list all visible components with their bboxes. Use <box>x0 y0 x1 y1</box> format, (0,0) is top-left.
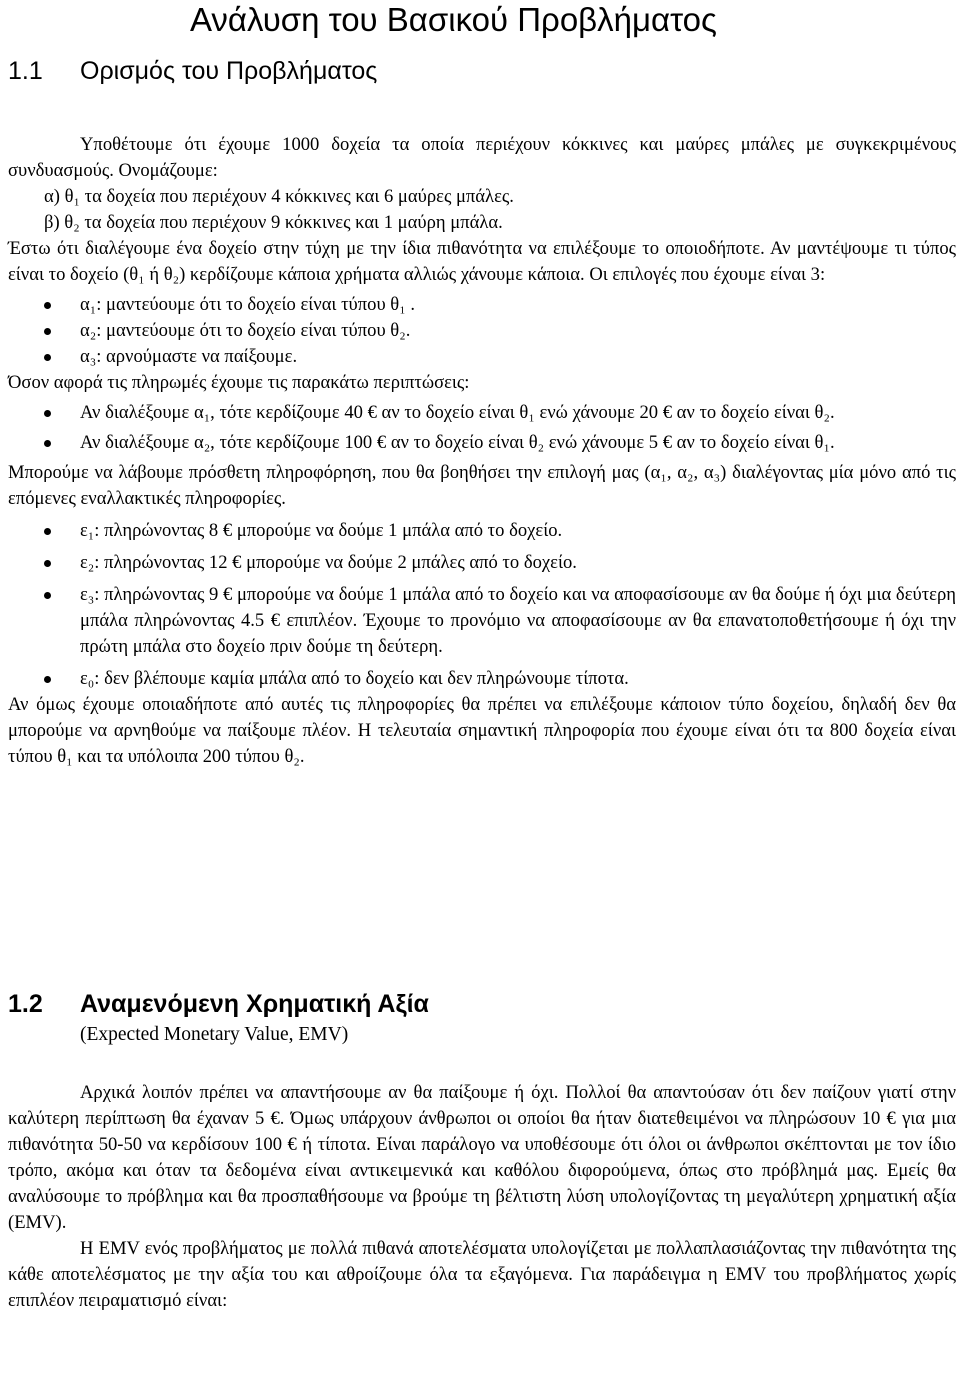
info-intro-paragraph: Μπορούμε να λάβουμε πρόσθετη πληροφόρηση, που θα βοηθήσει την επιλογή μας (α₁, α₂, α₃) διαλέγοντας μία μόνο από τις επόμενες εναλλακτικές πληροφορίες. <box>8 462 956 509</box>
payments-intro: Όσον αφορά τις πληρωμές έχουμε τις παρακάτω περιπτώσεις: <box>8 372 470 393</box>
choice-item: α₁: μαντεύουμε ότι το δοχείο είναι τύπου θ₁ . <box>80 292 956 318</box>
section-1-heading <box>8 56 377 86</box>
section-2-body <box>8 1080 956 1314</box>
emv-paragraph-2: Η EMV ενός προβλήματος με πολλά πιθανά αποτελέσματα υπολογίζεται με πολλαπλασιάζοντας την πιθανότητα της κάθε αποτελέσματος με την αξία του και αθροίζουμε όλα τα εξαγόμενα. Για παράδειγμα η EMV του προβλήματος χωρίς επιπλέον πειραματισμό είναι: <box>8 1238 956 1311</box>
payment-item: Αν διαλέξουμε α₁, τότε κερδίζουμε 40 € αν το δοχείο είναι θ₁ ενώ χάνουμε 20 € αν το δοχείο είναι θ₂. <box>80 400 956 426</box>
section-2-heading <box>8 989 429 1019</box>
type-b-line: β) θ₂ τα δοχεία που περιέχουν 9 κόκκινες και 1 μαύρη μπάλα. <box>44 212 503 233</box>
type-a-line: α) θ₁ τα δοχεία που περιέχουν 4 κόκκινες και 6 μαύρες μπάλες. <box>44 186 514 207</box>
section-number: 1.1 <box>8 57 43 85</box>
section-title: Αναμενόμενη Χρηματική Αξία <box>80 990 429 1018</box>
choice-item: α₂: μαντεύουμε ότι το δοχείο είναι τύπου θ₂. <box>80 318 956 344</box>
section-1-body <box>8 132 956 770</box>
info-option-item: ε₂: πληρώνοντας 12 € μπορούμε να δούμε 2 μπάλες από το δοχείο. <box>80 550 956 576</box>
section-2-subheading: (Expected Monetary Value, EMV) <box>80 1024 349 1045</box>
section-number: 1.2 <box>8 990 43 1018</box>
choose-paragraph: Έστω ότι διαλέγουμε ένα δοχείο στην τύχη με την ίδια πιθανότητα να επιλέξουμε το οποιοδήποτε. Αν μαντέψουμε τι τύπος είναι το δοχείο (θ₁ ή θ₂) κερδίζουμε κάποια χρήματα αλλιώς χάνουμε κάποια. Οι επιλογές που έχουμε είναι 3: <box>8 238 956 285</box>
info-option-item: ε₁: πληρώνοντας 8 € μπορούμε να δούμε 1 μπάλα από το δοχείο. <box>80 518 956 544</box>
intro-paragraph: Υποθέτουμε ότι έχουμε 1000 δοχεία τα οποία περιέχουν κόκκινες και μαύρες μπάλες με συγκεκριμένους συνδυασμούς. Ονομάζουμε: <box>8 134 956 181</box>
document-title: Ανάλυση του Βασικού Προβλήματος <box>190 1 717 38</box>
choice-item: α₃: αρνούμαστε να παίξουμε. <box>80 344 956 370</box>
emv-paragraph-1: Αρχικά λοιπόν πρέπει να απαντήσουμε αν θα παίξουμε ή όχι. Πολλοί θα απαντούσαν ότι δεν παίζουν γιατί στην καλύτερη περίπτωση θα έχαναν 5 €. Όμως υπάρχουν άνθρωποι οι οποίοι θα ήταν διατεθειμένοι να πληρώσουν 10 € για μια πιθανότητα 50-50 να κερδίσουν 100 € ή τίποτα. Είναι παράλογο να υποθέσουμε ότι όλοι οι άνθρωποι σκέπτονται με τον ίδιο τρόπο, ακόμα και όταν τα δεδομένα είναι αντικειμενικά και καθόλου διφορούμενα, όπως στο πρόβλημά μας. Εμείς θα αναλύσουμε το πρόβλημα και θα προσπαθήσουμε να βρούμε τη βέλτιστη λύση υπολογίζοντας τη μεγαλύτερη χρηματική αξία (EMV). <box>8 1082 956 1233</box>
info-option-item: ε₀: δεν βλέπουμε καμία μπάλα από το δοχείο και δεν πληρώνουμε τίποτα. <box>80 666 956 692</box>
info-option-item: ε₃: πληρώνοντας 9 € μπορούμε να δούμε 1 μπάλα από το δοχείο και να αποφασίσουμε αν θα δούμε ή όχι μια δεύτερη μπάλα πληρώνοντας 4.5 € επιπλέον. Έχουμε το προνόμιο να αποφασίσουμε αν θα επανατοποθετήσουμε ή όχι την πρώτη μπάλα στο δοχείο πριν δούμε τη δεύτερη. <box>80 582 956 660</box>
closing-paragraph: Αν όμως έχουμε οποιαδήποτε από αυτές τις πληροφορίες θα πρέπει να επιλέξουμε κάποιον τύπο δοχείου, δηλαδή δεν θα μπορούμε να αρνηθούμε να παίξουμε πλέον. Η τελευταία σημαντική πληροφορία που έχουμε είναι ότι τα 800 δοχεία είναι τύπου θ₁ και τα υπόλοιπα 200 τύπου θ₂. <box>8 694 956 767</box>
section-title: Ορισμός του Προβλήματος <box>80 57 378 85</box>
payment-item: Αν διαλέξουμε α₂, τότε κερδίζουμε 100 € αν το δοχείο είναι θ₂ ενώ χάνουμε 5 € αν το δοχείο είναι θ₁. <box>80 430 956 456</box>
